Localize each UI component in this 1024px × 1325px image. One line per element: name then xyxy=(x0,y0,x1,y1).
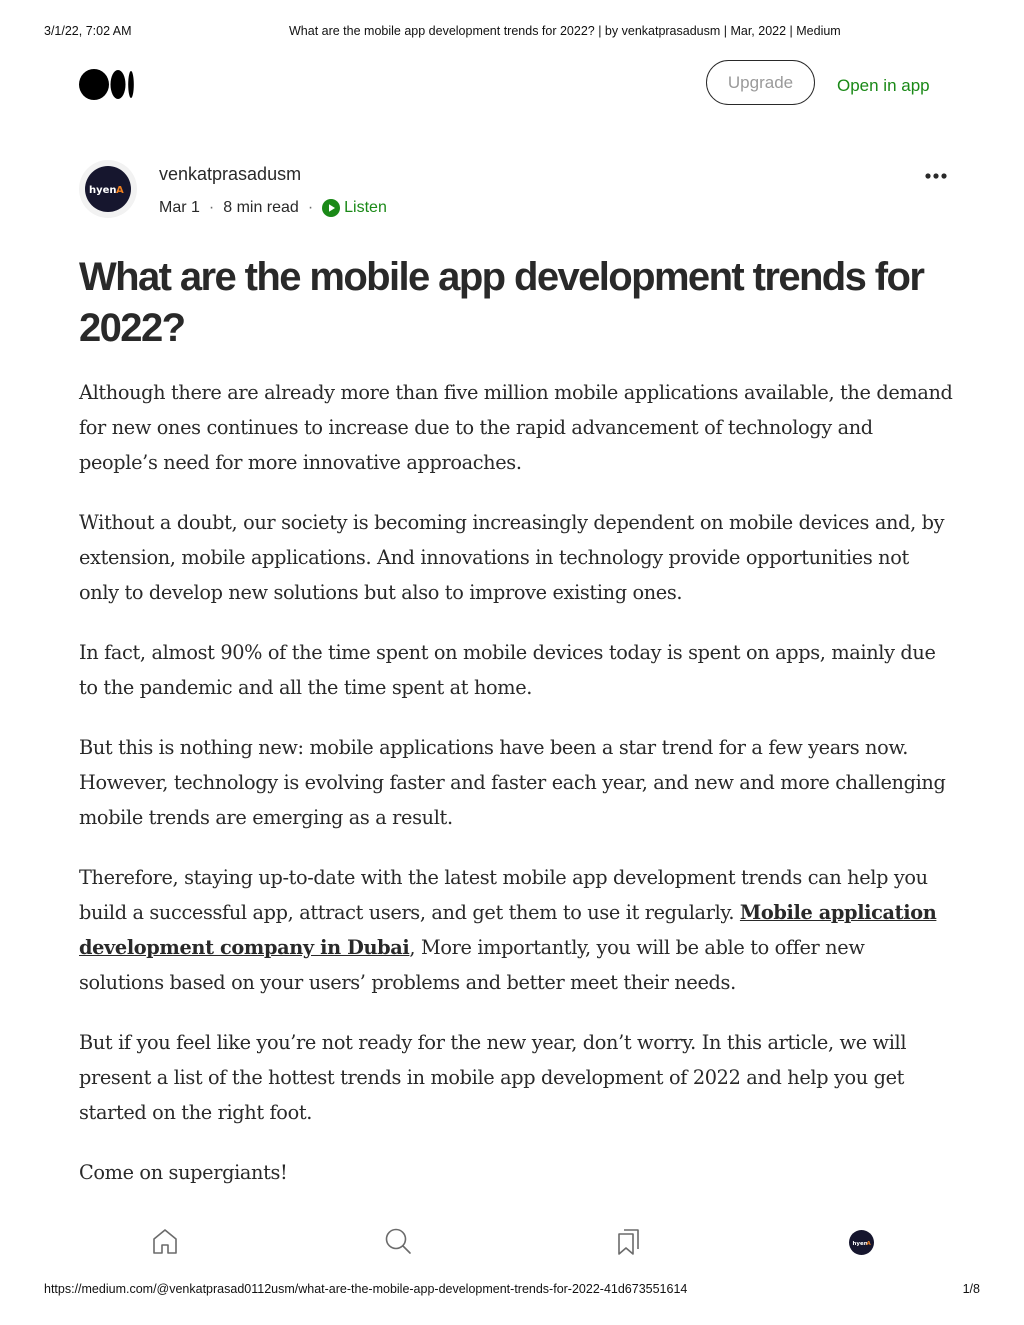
profile-avatar[interactable] xyxy=(849,1230,874,1255)
home-icon[interactable] xyxy=(151,1226,181,1256)
article-meta xyxy=(159,199,387,217)
upgrade-button[interactable]: Upgrade xyxy=(706,60,815,105)
print-page-number: 1/8 xyxy=(962,1282,980,1296)
article-body xyxy=(79,375,954,1215)
svg-text:A: A xyxy=(116,185,124,196)
listen-button[interactable] xyxy=(322,199,387,217)
bottom-nav xyxy=(0,1226,1024,1262)
medium-logo-icon[interactable] xyxy=(79,69,135,100)
print-datetime: 3/1/22, 7:02 AM xyxy=(44,24,132,38)
print-footer xyxy=(44,1282,980,1300)
article-paragraph: Without a doubt, our society is becoming increasingly dependent on mobile devices and, by extension, mobile applications. And innovations in technology provide opportunities not only to develop new solutions but also to improve existing ones. xyxy=(79,511,945,604)
publish-date: Mar 1 xyxy=(159,199,200,216)
print-header xyxy=(44,24,980,42)
read-time: 8 min read xyxy=(223,199,299,216)
play-icon xyxy=(322,199,340,217)
company-link[interactable]: Mobile application development company in Dubai xyxy=(79,901,937,959)
author-avatar[interactable] xyxy=(79,160,137,218)
svg-text:hyen: hyen xyxy=(852,1241,868,1247)
paragraph-text: Therefore, staying up-to-date with the latest mobile app development trends can help you build a successful app, attract users, and get them to use it regularly. xyxy=(79,866,928,924)
bookmarks-icon[interactable] xyxy=(615,1226,645,1256)
meta-separator: · xyxy=(307,199,314,216)
paragraph-text: , More importantly, you will be able to offer new solutions based on your users’ problems and better meet their needs. xyxy=(79,936,865,994)
author-name-link[interactable]: venkatprasadusm xyxy=(159,164,302,184)
article-paragraph: But if you feel like you’re not ready for the new year, don’t worry. In this article, we will present a list of the hottest trends in mobile app development of 2022 and help you get started on the right foot. xyxy=(79,1031,907,1124)
article-paragraph: But this is nothing new: mobile applications have been a star trend for a few years now. However, technology is evolving faster and faster each year, and new and more challenging mobile trends are emerging as a result. xyxy=(79,736,946,829)
open-in-app-link[interactable]: Open in app xyxy=(837,76,930,95)
svg-text:A: A xyxy=(866,1241,871,1247)
author-avatar-logo xyxy=(85,166,131,212)
search-icon[interactable] xyxy=(383,1226,413,1256)
article-paragraph: Come on supergiants! xyxy=(79,1161,288,1184)
svg-text:hyen: hyen xyxy=(89,185,117,196)
listen-label: Listen xyxy=(344,199,387,216)
meta-separator: · xyxy=(208,199,215,216)
print-url: https://medium.com/@venkatprasad0112usm/what-are-the-mobile-app-development-trends-for-2022-41d673551614 xyxy=(44,1282,688,1296)
print-page-title: What are the mobile app development trends for 2022? | by venkatprasadusm | Mar, 2022 | Medium xyxy=(289,24,841,38)
article-title: What are the mobile app development trends for 2022? xyxy=(79,255,924,350)
article-paragraph xyxy=(79,860,954,1000)
article-paragraph: Although there are already more than five million mobile applications available, the demand for new ones continues to increase due to the rapid advancement of technology and people’s need for more innovative approaches. xyxy=(79,381,953,474)
article-paragraph: In fact, almost 90% of the time spent on mobile devices today is spent on apps, mainly due to the pandemic and all the time spent at home. xyxy=(79,641,936,699)
more-options-icon[interactable] xyxy=(924,168,948,184)
